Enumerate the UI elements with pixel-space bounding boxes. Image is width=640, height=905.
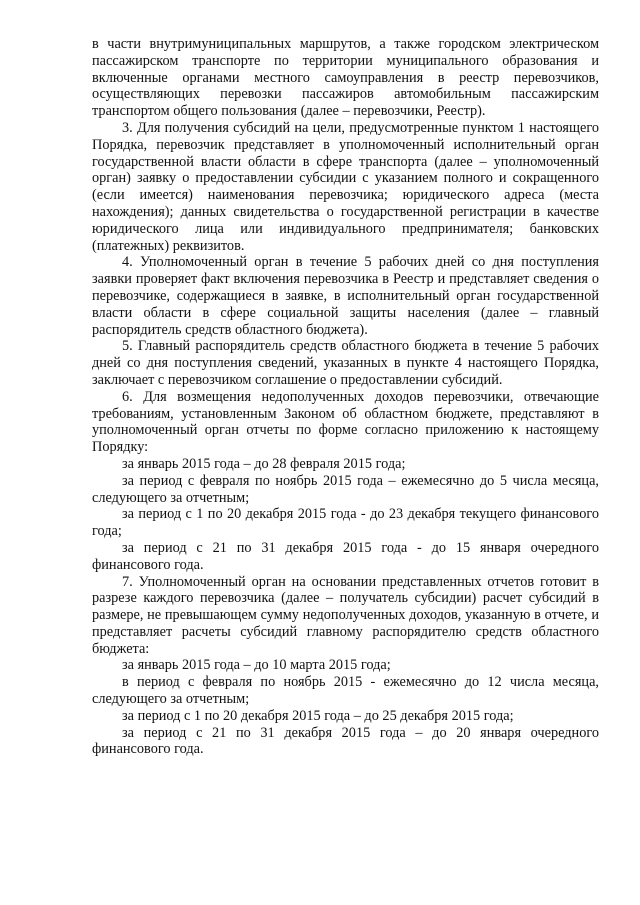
paragraph-item-6: 6. Для возмещения недополученных доходов перевозчики, отвечающие требованиям, установленным Законом об областном бюджете, представляют в уполномоченный орган отчеты по форме согласно приложению к настоящему Порядку: bbox=[92, 388, 599, 456]
deadline-item: за январь 2015 года – до 10 марта 2015 года; bbox=[122, 657, 391, 674]
paragraph-item-7: 7. Уполномоченный орган на основании представленных отчетов готовит в разрезе каждого перевозчика (далее – получатель субсидии) расчет субсидий в размере, не превышающем сумму недополученных доходов, указанную в отчете, и представляет расчеты субсидий главному распорядителю средств областного бюджета: bbox=[92, 573, 599, 657]
deadline-item: в период с февраля по ноябрь 2015 - ежемесячно до 12 числа месяца, следующего за отчетным; bbox=[92, 674, 599, 708]
deadline-item: за январь 2015 года – до 28 февраля 2015 года; bbox=[122, 455, 406, 472]
deadline-item: за период с февраля по ноябрь 2015 года – ежемесячно до 5 числа месяца, следующего за отчетным; bbox=[92, 472, 599, 506]
paragraph-continuation: в части внутримуниципальных маршрутов, а также городском электрическом пассажирском транспорте по территории муниципального образования и включенные органами местного самоуправления в реестр перевозчиков, осуществляющих перевозки пассажиров автомобильным пассажирским транспортом общего пользования (далее – перевозчики, Реестр). bbox=[92, 36, 599, 120]
deadline-item: за период с 21 по 31 декабря 2015 года - до 15 января очередного финансового года. bbox=[92, 539, 599, 573]
deadline-item: за период с 1 по 20 декабря 2015 года - до 23 декабря текущего финансового года; bbox=[92, 506, 599, 540]
deadline-item: за период с 1 по 20 декабря 2015 года – до 25 декабря 2015 года; bbox=[122, 707, 514, 724]
deadline-item: за период с 21 по 31 декабря 2015 года – до 20 января очередного финансового года. bbox=[92, 724, 599, 758]
paragraph-item-3: 3. Для получения субсидий на цели, предусмотренные пунктом 1 настоящего Порядка, перевозчик представляет в уполномоченный исполнительный орган государственной власти области в сфере транспорта (далее – уполномоченный орган) заявку о предоставлении субсидии с указанием полного и сокращенного (если имеется) наименования перевозчика; юридического адреса (места нахождения); данных свидетельства о государственной регистрации в качестве юридического лица или индивидуального предпринимателя; банковских (платежных) реквизитов. bbox=[92, 119, 599, 254]
paragraph-item-4: 4. Уполномоченный орган в течение 5 рабочих дней со дня поступления заявки проверяет факт включения перевозчика в Реестр и представляет сведения о перевозчике, содержащиеся в заявке, в исполнительный орган государственной власти области в сфере социальной защиты населения (далее – главный распорядитель средств областного бюджета). bbox=[92, 254, 599, 338]
paragraph-item-5: 5. Главный распорядитель средств областного бюджета в течение 5 рабочих дней со дня поступления сведений, указанных в пункте 4 настоящего Порядка, заключает с перевозчиком соглашение о предоставлении субсидий. bbox=[92, 338, 599, 388]
